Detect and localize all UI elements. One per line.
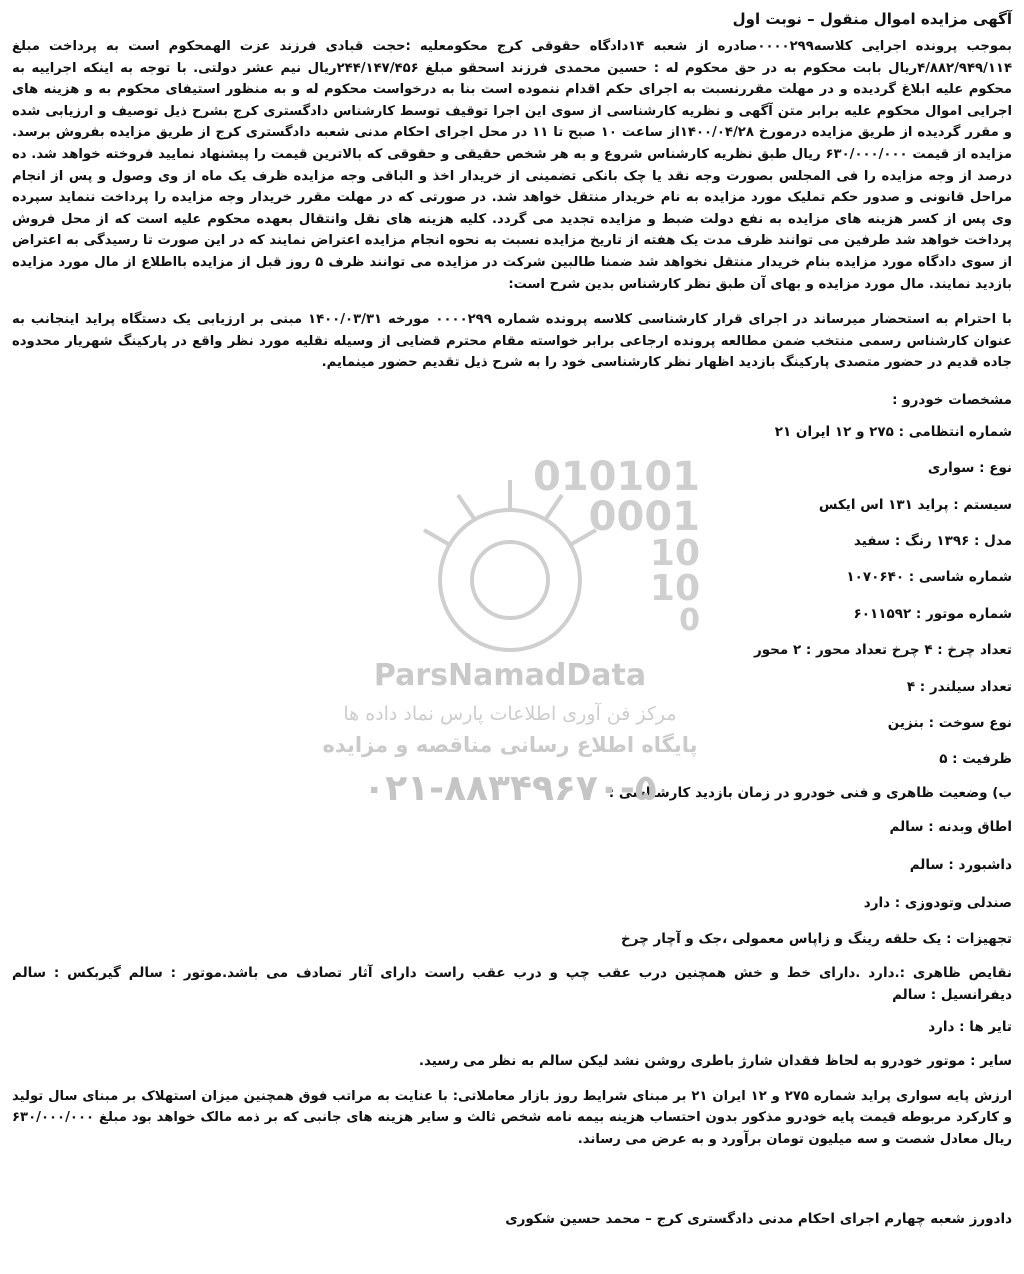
condition-tires: تایر ها : دارد — [928, 1018, 1012, 1035]
vehicle-condition — [12, 778, 1012, 1082]
watermark-binary-line: 0001 — [588, 494, 700, 540]
spacer — [12, 295, 1012, 309]
watermark-brand: ParsNamadData — [373, 658, 647, 693]
condition-dashboard: داشبورد : سالم — [909, 856, 1012, 873]
spec-type: نوع : سواری — [927, 460, 1012, 477]
spacer — [12, 1151, 1012, 1209]
expert-paragraph: با احترام به استحضار میرساند در اجرای قرار کارشناسی کلاسه پرونده شماره ۰۰۰۰۲۹۹ مورخه ۱۴۰۰/۰۳/۳۱ مبنی بر ارزیابی یک دستگاه پراید اینجانب به عنوان کارشناس رسمی منتخب ضمن مطالعه پرونده ارجاعی برابر خواسته مقام محترم قضایی از وسیله نقلیه مورد نظر واقع در پارکینگ شهریار محدوده جاده قدیم در حضور متصدی پارکینگ بازدید اظهار نظر کارشناسی خود را به شرح ذیل تقدیم حضور مینمایم. — [12, 312, 1012, 371]
notice-title: آگهی مزایده اموال منقول – نوبت اول — [732, 10, 1012, 28]
spec-model-color: مدل : ۱۳۹۶ رنگ : سفید — [853, 533, 1012, 550]
spacer — [12, 374, 1012, 386]
signature-line: دادورز شعبه چهارم اجرای احکام مدنی دادگستری کرج – محمد حسین شکوری — [505, 1210, 1012, 1227]
watermark-binary-line: 0 — [679, 603, 700, 638]
watermark-binary-line: 10 — [649, 533, 700, 574]
intro-paragraph: بموجب پرونده اجرایی کلاسه۰۰۰۰۲۹۹صادره از شعبه ۱۴دادگاه حقوقی کرج محکومعلیه :حجت قبادی فرزند عزت الهمحکوم است به پرداخت مبلغ ۴/۸۸۲/۹۴۹/۱۱۴ریال بابت محکوم به در حق محکوم له : حسین محمدی فرزند اسحقو مبلغ ۲۴۴/۱۴۷/۴۵۶ریال نیم عشر دولتی. با توجه به اینکه اجراییه به محکوم علیه ابلاغ گردیده و در مهلت مقررنسبت به اجرای حکم اقدام ننموده است بنا به درخواست محکوم له و به منظور استیفای محکوم به و هزینه های اجرایی اموال محکوم علیه برابر متن آگهی و نظریه کارشناسی از سوی این اجرا توقیف توسط کارشناس دادگستری کرج بشرح ذیل توصیف و ارزیابی شده و مقرر گردیده از طریق مزایده درمورخ ۱۴۰۰/۰۴/۲۸از ساعت ۱۰ صبح تا ۱۱ در محل اجرای احکام مدنی شعبه دادگستری کرج از طریق مزایده بفروش برسد. مزایده از قیمت ۶۳۰/۰۰۰/۰۰۰ ریال طبق نظریه کارشناس شروع و به هر شخص حقیقی و حقوقی که بالاترین قیمت را پیشنهاد نمایید فروخته خواهد شد. ده درصد از وجه مزایده را فی المجلس بصورت وجه نقد یا چک بانکی تضمینی از خریدار اخذ و الباقی وجه مزایده ظرف یک ماه از وی وصول و پس از انجام مراحل قانونی و صدور حکم تملیک مورد مزایده به نام خریدار منتقل خواهد شد. در صورتی که در مهلت مقرر خریدار وجه مزایده را پرداخت ننماید سپرده وی پس از کسر هزینه های مزایده به نفع دولت ضبط و مزایده تجدید می گردد. کلیه هزینه های نقل وانتقال بعهده محکوم علیه است که از محل فروش پرداخت خواهد شد طرفین می توانند ظرف مدت یک هفته از تاریخ مزایده نسبت به نحوه انجام مزایده اعتراض نمایند که در این صورت تا رسیدگی به اعتراض از سوی دادگاه مورد مزایده بنام خریدار منتقل نخواهد شد ضمنا طالبین شرکت در مزایده می توانند ظرف ۵ روز قبل از مزایده بااطلاع از مال مورد مزایده بازدید نمایند. مال مورد مزایده و بهای آن طبق نظر کارشناس بدین شرح است: — [12, 39, 1013, 292]
spec-system: سیستم : پراید ۱۳۱ اس ایکس — [818, 496, 1012, 513]
condition-equipment: تجهیزات : یک حلقه رینگ و زاپاس معمولی ،جک و آچار چرخ — [620, 930, 1012, 947]
watermark-binary-line: 10 — [649, 568, 700, 609]
condition-defects: نقایص ظاهری :.دارد .دارای خط و خش همچنین درب عقب چپ و درب عقب راست دارای آثار تصادف می باشد.موتور : سالم گیربکس : سالم دیفرانسیل : سالم — [12, 964, 1012, 1003]
spec-engine: شماره موتور : ۶۰۱۱۵۹۲ — [853, 605, 1012, 622]
condition-heading: ب) وضعیت ظاهری و فنی خودرو در زمان بازدید کارشناسی : — [608, 784, 1012, 801]
watermark-line2: پایگاه اطلاع رسانی مناقصه و مزایده — [322, 733, 698, 757]
watermark-phone: ۰۲۱-۸۸۳۴۹۶۷۰-۵ — [363, 768, 657, 809]
condition-seats: صندلی وتودوزی : دارد — [863, 894, 1012, 911]
spec-plate: شماره انتظامی : ۲۷۵ و ۱۲ ایران ۲۱ — [774, 423, 1012, 440]
spec-fuel: نوع سوخت : بنزین — [887, 715, 1012, 732]
spec-cylinders: تعداد سیلندر : ۴ — [906, 678, 1012, 695]
vehicle-specs — [12, 414, 1012, 778]
watermark-line1: مرکز فن آوری اطلاعات پارس نماد داده ها — [343, 703, 677, 725]
valuation-paragraph: ارزش پایه سواری پراید شماره ۲۷۵ و ۱۲ ایران ۲۱ بر مبنای شرایط روز بازار معاملاتی: با عنایت به مراتب فوق همچنین میزان استهلاک بر مبنای سال تولید و کارکرد مربوطه قیمت پایه خودرو مذکور بدون احتساب هزینه بیمه نامه شخص ثالث و سایر هزینه های جانبی که بر ذمه مالک خواهد بود مبلغ ۶۳۰/۰۰۰/۰۰۰ ریال معادل شصت و سه میلیون تومان برآورد و به عرض می رساند. — [12, 1088, 1012, 1147]
condition-other: سایر : موتور خودرو به لحاظ فقدان شارژ باطری روشن نشد لیکن سالم به نظر می رسید. — [418, 1052, 1012, 1069]
condition-cabin: اطاق وبدنه : سالم — [889, 818, 1012, 835]
specs-heading: مشخصات خودرو : — [892, 391, 1012, 408]
spec-chassis: شماره شاسی : ۱۰۷۰۶۴۰ — [846, 569, 1012, 586]
spec-capacity: ظرفیت : ۵ — [939, 751, 1012, 768]
watermark-binary-line: 010101 — [533, 454, 700, 500]
spec-wheels-axles: تعداد چرخ : ۴ چرخ تعداد محور : ۲ محور — [753, 642, 1012, 659]
